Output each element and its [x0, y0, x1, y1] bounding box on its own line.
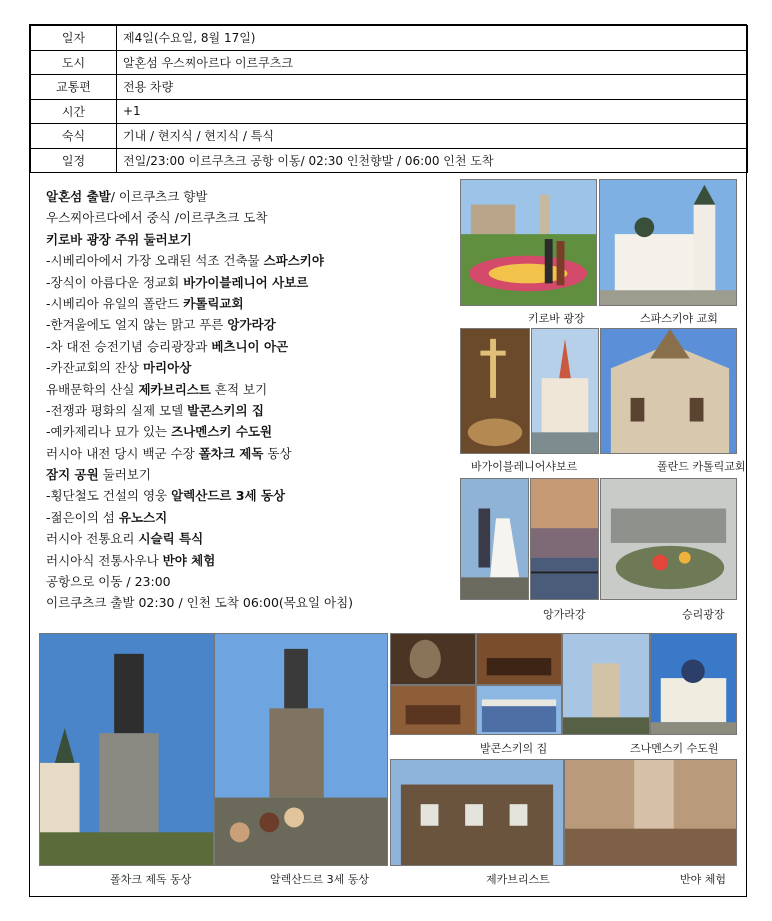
day-value: 제4일(수요일, 8월 17일): [117, 26, 748, 51]
banya-caption: 반야 체험: [680, 873, 727, 886]
itinerary-line: [46, 357, 460, 378]
kirova-square-photo: [460, 179, 597, 306]
itinerary-line: [46, 592, 460, 613]
itinerary-text: 유배문학의 산실: [46, 381, 139, 397]
city-label: 도시: [31, 50, 117, 75]
transport-value: 전용 차량: [117, 75, 748, 100]
decembrist-house-photo: [390, 759, 564, 866]
itinerary-line: [46, 571, 460, 592]
itinerary-line: [46, 464, 460, 485]
itinerary-text: 러시아 전통요리: [46, 531, 139, 547]
itinerary-text: 러시아식 전통사우나: [46, 552, 163, 568]
znamensky-caption: 즈나멘스키 수도원: [630, 742, 719, 755]
itinerary-text: 우스찌아르다에서 중식 /이르쿠츠크 도착: [46, 210, 268, 226]
row-time: [31, 99, 748, 124]
volkonsky-room-photo: [476, 633, 562, 685]
itinerary-highlight: 즈나멘스키 수도원: [171, 424, 273, 440]
itinerary-text: -카잔교회의 잔상: [46, 360, 143, 376]
row-transport: [31, 75, 748, 100]
itinerary-line: [46, 443, 460, 464]
itinerary-highlight: 폴차크 제독: [198, 445, 264, 461]
itinerary-text: -젊은이의 섬: [46, 509, 119, 525]
itinerary-text: 흔적 보기: [210, 381, 268, 397]
spasskaya-church-photo: [599, 179, 737, 306]
polish-church-caption: 폴란드 카톨릭교회: [657, 460, 746, 473]
itinerary-highlight: 유노스지: [118, 509, 168, 525]
itinerary-text: -예카제리나 묘가 있는: [46, 424, 172, 440]
itinerary-text: 러시아 내전 당시 백군 수장: [46, 445, 199, 461]
volkonsky-portrait-photo: [390, 633, 476, 685]
itinerary-line: [46, 336, 460, 357]
itinerary-highlight: 카톨릭교회: [183, 295, 244, 311]
day-label: 일자: [31, 26, 117, 51]
znamensky-monastery-photo: [650, 633, 737, 735]
bogoyavlensky-caption: 바가이블레니어샤보르: [471, 460, 578, 473]
itinerary-line: [46, 314, 460, 335]
itinerary-text: -차 대전 승전기념 승리광장과: [46, 338, 212, 354]
volkonsky-hall-photo: [390, 685, 476, 735]
itinerary-line: [46, 250, 460, 271]
wedding-couple-photo: [460, 478, 529, 600]
volkonsky-house-photo: [476, 685, 562, 735]
plan-label: 일정: [31, 148, 117, 173]
itinerary-highlight: 시슬릭 특식: [138, 531, 204, 547]
itinerary-text: 이르쿠츠크 출발 02:30 / 인천 도착 06:00(목요일 아침): [46, 595, 354, 611]
itinerary-text: 공항으로 이동 / 23:00: [46, 574, 171, 590]
alexander-monument-photo: [214, 633, 388, 866]
row-meals: [31, 124, 748, 149]
itinerary-line: [46, 207, 460, 228]
itinerary-line: [46, 379, 460, 400]
itinerary-highlight: 스파스키야: [263, 253, 324, 269]
church-interior-photo: [460, 328, 530, 454]
itinerary-highlight: 알혼섬 출발: [46, 189, 111, 204]
victory-square-photo: [600, 478, 737, 600]
banya-sauna-photo: [564, 759, 737, 866]
kirova-caption: 키로바 광장: [528, 312, 585, 325]
itinerary-line: [46, 421, 460, 442]
itinerary-line: [46, 400, 460, 421]
itinerary-highlight: 키로바 광장 주위 둘러보기: [46, 231, 192, 247]
schedule-table: [30, 25, 748, 173]
itinerary-text: -횡단철도 건설의 영웅: [46, 488, 172, 504]
itinerary-highlight: 바가이블레니어 사보르: [183, 274, 309, 290]
itinerary-line: [46, 186, 460, 207]
angara-river-photo: [530, 478, 599, 600]
itinerary-line: [46, 229, 460, 250]
itinerary-line: [46, 550, 460, 571]
itinerary-sheet: [29, 24, 747, 897]
itinerary-highlight: 마리아상: [142, 360, 192, 376]
itinerary-highlight: 반야 체험: [162, 552, 216, 568]
alexander-caption: 알렉산드르 3세 동상: [270, 873, 369, 886]
itinerary-text: -장식이 아름다운 정교회: [46, 274, 184, 290]
itinerary-line: [46, 293, 460, 314]
row-plan: [31, 148, 748, 173]
volkonsky-caption: 발콘스키의 집: [480, 742, 548, 755]
itinerary-line: [46, 272, 460, 293]
itinerary-text: -시베리아에서 가장 오래된 석조 건축물: [46, 253, 264, 269]
itinerary-text: / 이르쿠츠크 향발: [110, 189, 208, 204]
meals-value: 기내 / 현지식 / 현지식 / 특식: [117, 124, 748, 149]
itinerary-line: [46, 528, 460, 549]
time-value: +1: [117, 99, 748, 124]
victory-caption: 승리광장: [682, 608, 725, 621]
itinerary-text: -전쟁과 평화의 실제 모델: [46, 402, 188, 418]
itinerary-highlight: 앙가라강: [227, 317, 276, 333]
spasskaya-caption: 스파스키야 교회: [640, 312, 718, 325]
time-label: 시간: [31, 99, 117, 124]
meals-label: 숙식: [31, 124, 117, 149]
itinerary-highlight: 발콘스키의 집: [187, 402, 264, 418]
znamensky-monument-photo: [562, 633, 650, 735]
itinerary-highlight: 제카브리스트: [138, 381, 211, 397]
bogoyavlensky-cathedral-photo: [531, 328, 599, 454]
kolchak-caption: 폴차크 제독 동상: [110, 873, 192, 886]
kolchak-monument-photo: [39, 633, 214, 866]
itinerary-list: [46, 186, 460, 614]
itinerary-text: -한겨울에도 얼지 않는 맑고 푸른: [46, 317, 228, 333]
itinerary-text: -시베리아 유일의 폴란드: [46, 295, 184, 311]
itinerary-line: [46, 507, 460, 528]
row-city: [31, 50, 748, 75]
itinerary-text: 둘러보기: [98, 467, 151, 483]
transport-label: 교통편: [31, 75, 117, 100]
polish-catholic-church-photo: [600, 328, 737, 454]
itinerary-text: 동상: [263, 445, 292, 461]
decembrist-caption: 제카브리스트: [486, 873, 550, 886]
row-day: [31, 26, 748, 51]
angara-caption: 앙가라강: [543, 608, 586, 621]
itinerary-highlight: 베츠니이 아곤: [211, 338, 289, 354]
itinerary-highlight: 알렉산드르 3세 동상: [171, 488, 286, 504]
city-value: 알혼섬 우스찌아르다 이르쿠츠크: [117, 50, 748, 75]
plan-value: 전일/23:00 이르쿠츠크 공항 이동/ 02:30 인천향발 / 06:00 인천 도착: [117, 148, 748, 173]
itinerary-line: [46, 485, 460, 506]
itinerary-highlight: 잠지 공원: [46, 467, 99, 483]
